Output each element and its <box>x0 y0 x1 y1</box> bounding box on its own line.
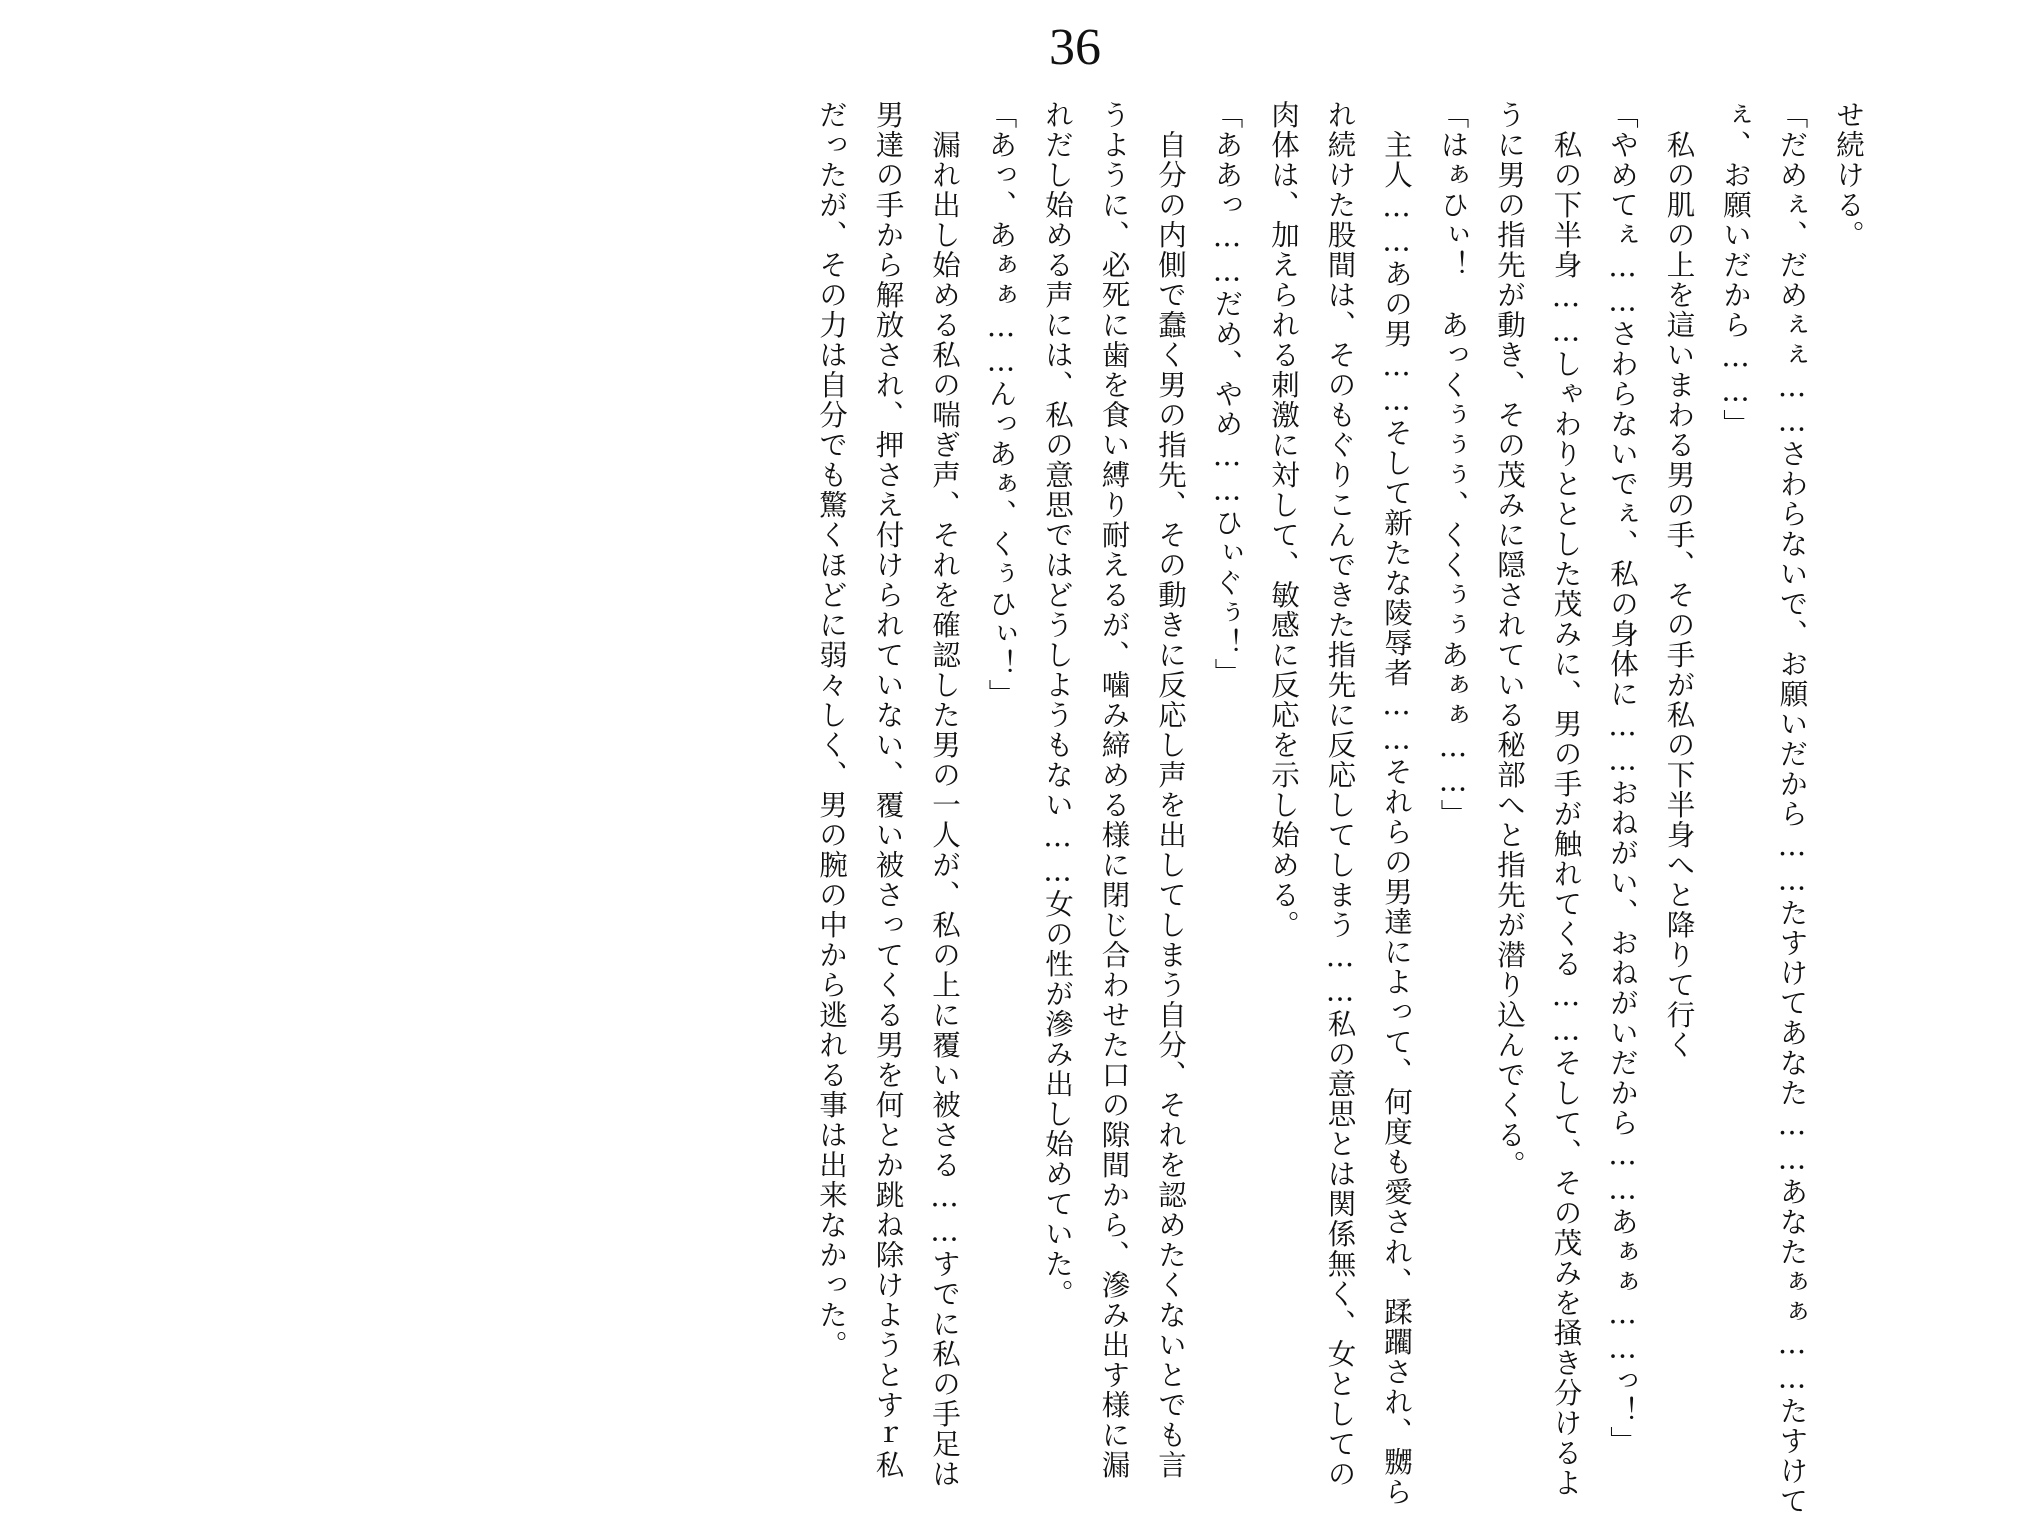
text-line: 肉体は、加えられる刺激に対して、敏感に反応を示し始める。 <box>1267 100 1300 940</box>
text-line: うに男の指先が動き、その茂みに隠されている秘部へと指先が潜り込んでくる。 <box>1493 100 1526 1180</box>
text-line: 漏れ出し始める私の喘ぎ声、それを確認した男の一人が、私の上に覆い被さる……すでに私の手足は <box>928 100 961 1489</box>
text-line: 「だめぇ、だめぇぇ……さわらないで、お願いだから……たすけてあなた……あなたぁぁ……たすけて <box>1775 100 1809 1516</box>
text-line: ぇ、お願いだから……」 <box>1719 100 1752 439</box>
text-line: 「ああっ……だめ、やめ……ひぃぐぅ！」 <box>1210 100 1244 688</box>
text-line: せ続ける。 <box>1832 100 1865 250</box>
text-line: 男達の手から解放され、押さえ付けられていない、覆い被さってくる男を何とか跳ね除けようとすｒ私 <box>871 100 905 1480</box>
text-line: 「はぁひぃ！ あっくぅぅぅ、くくぅぅあぁぁ……」 <box>1436 100 1470 829</box>
text-line: れだし始める声には、私の意思ではどうしようもない……女の性が滲み出し始めていた。 <box>1041 100 1074 1309</box>
text-line: 私の下半身……しゃわりととした茂みに、男の手が触れてくる……そして、その茂みを掻き分けるよ <box>1549 100 1583 1498</box>
text-line: 自分の内側で蠢く男の指先、その動きに反応し声を出してしまう自分、それを認めたくないとでも言 <box>1154 100 1187 1480</box>
text-line: 私の肌の上を這いまわる男の手、その手が私の下半身へと降りて行く <box>1662 100 1696 1060</box>
text-line: だったが、その力は自分でも驚くほどに弱々しく、男の腕の中から逃れる事は出来なかった。 <box>815 100 848 1360</box>
text-line: 主人……あの男……そして新たな陵辱者……それらの男達によって、何度も愛され、蹂躙され、嬲ら <box>1380 100 1413 1507</box>
text-line: 「あっ、あぁぁ……んっあぁ、くぅひぃ！」 <box>984 100 1018 709</box>
text-line: うように、必死に歯を食い縛り耐えるが、噛み締める様に閉じ合わせた口の隙間から、滲み出す様に漏 <box>1097 100 1131 1480</box>
page-number: 36 <box>1049 19 1101 76</box>
text-line: れ続けた股間は、そのもぐりこんできた指先に反応してしまう……私の意思とは関係無く、女としての <box>1323 100 1357 1489</box>
text-line: 「やめてぇ……さわらないでぇ、私の身体に……おねがい、おねがいだから……あぁぁ……っ！」 <box>1606 100 1639 1456</box>
vertical-text-block <box>815 100 1876 1516</box>
